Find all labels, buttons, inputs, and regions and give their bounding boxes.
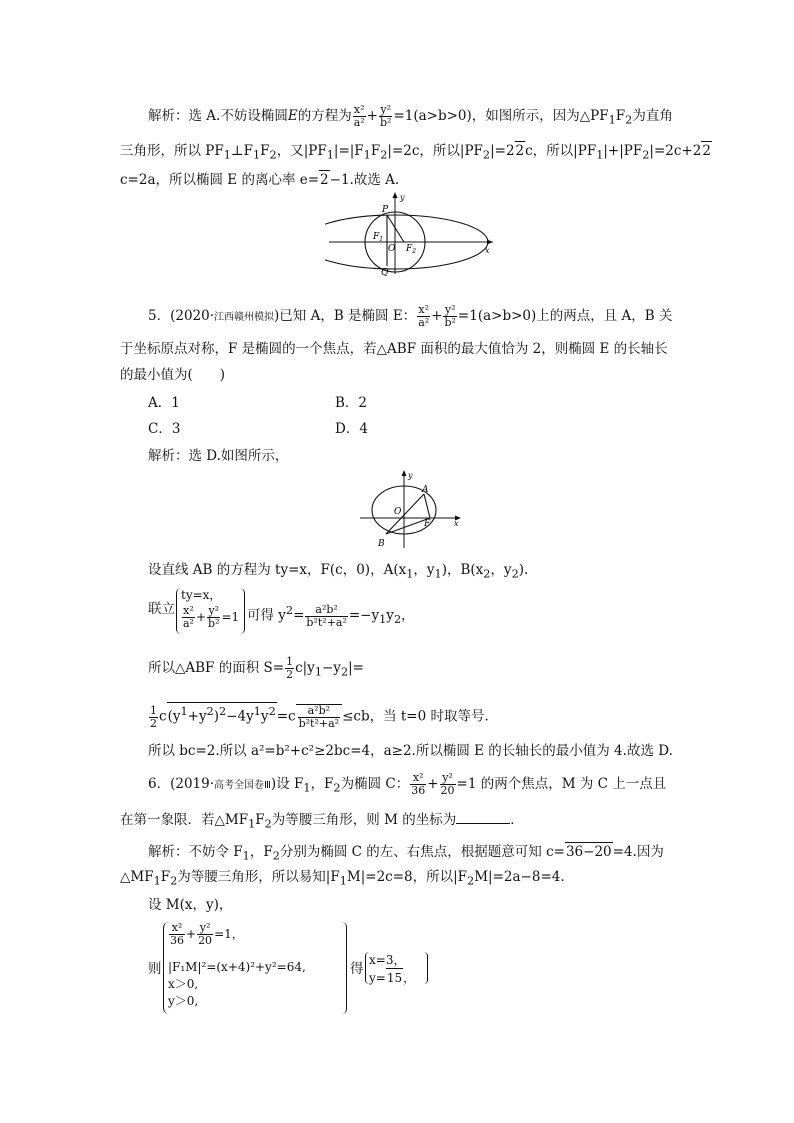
y-axis-label-2: y	[408, 471, 413, 480]
right-brace-3	[424, 952, 428, 984]
system-2-eq-1: $\frac{\text{x²}}{36}$ + $\frac{\text{y²}}{20}$ =1，	[170, 921, 244, 947]
origin-label: O	[388, 244, 396, 254]
solution-6-de: 得	[350, 961, 364, 977]
question-5-line-2: 于坐标原点对称，F 是椭圆的一个焦点，若△ABF 面积的最大值恰为 2，则椭圆 E 的长轴长	[120, 341, 668, 357]
solution-5-conclusion: 所以 bc=2.所以 a²=b²+c²≥2bc=4，a≥2.所以椭圆 E 的长轴长的最小值为 4.故选 D.	[148, 743, 673, 759]
point-P-label: P	[382, 205, 389, 215]
solution-4-line-1: 解析：选 A.不妨设椭圆E的方程为 $\frac{\text{x²}}{\text{a²}}$ + $\frac{\text{y²}}{\text{b²}}$ =1(a>b>0)，如图所示，因为$\triangle PF_1F_2$为直角	[148, 103, 673, 129]
solution-5-lianli: 联立	[148, 601, 175, 617]
answer-blank[interactable]	[456, 811, 510, 824]
system-2-eq-3: x＞0,	[168, 977, 199, 991]
system-2-eq-4: y＞0,	[168, 994, 199, 1008]
y-axis-label: y	[400, 193, 405, 202]
solution-4-line-2: 三角形，所以 $PF_1\perp F_1F_2$，又$|PF_1|=|F_1F_2|=2c$，所以$|PF_2|=22c$，所以$|PF_1|+|PF_2|=2c+22$	[120, 143, 711, 162]
system-1-eq-2: $\frac{\text{x²}}{\text{a²}}$ + $\frac{\text{y²}}{\text{b²}}$ =1	[183, 604, 240, 630]
focus-F1-label: $F_1$	[373, 232, 384, 243]
solution-5-derive: 可得 $y^2=$ $\frac{\text{a²b²}}{\text{b²t²+a²}}$ $=-y_1y_2$，	[247, 602, 415, 629]
result-x: x=3，	[369, 953, 406, 967]
solution-4-line-3: c=2a，所以椭圆 E 的离心率 e=2−1.故选 A.	[120, 172, 400, 188]
focus-F-label: F	[424, 519, 431, 529]
ellipse-figure-1	[325, 190, 495, 276]
option-a: A．1	[148, 395, 180, 411]
solution-6-ze: 则	[148, 961, 162, 977]
origin-label-2: O	[394, 507, 402, 517]
option-c: C．3	[148, 421, 181, 437]
x-axis-label-2: x	[454, 519, 459, 528]
point-A-label: A	[422, 485, 429, 495]
option-b: B．2	[335, 395, 368, 411]
question-6-line-2: 在第一象限．若$\triangle MF_1F_2$为等腰三角形，则 M 的坐标为 ．	[120, 812, 524, 831]
solution-6-line-3: 设 M(x，y)，	[148, 897, 233, 913]
solution-5-line-1: 设直线 AB 的方程为 ty=x，F(c，0)，$A(x_1$，$y_1$)，$B(x_2$，$y_2$).	[148, 562, 529, 581]
solution-6-line-1: 解析：不妨令 $F_1$，$F_2$分别为椭圆 C 的左、右焦点，根据题意可知 c=36−20=4.因为	[148, 844, 664, 863]
solution-5-calc: $\frac{1}{2}$ $c(y^1+y^2)^2-4y^1y^2=c$ $\frac{\text{a²b²}}{\text{b²t²+a²}}$ ≤cb，当 t=0 时取等号.	[150, 703, 489, 730]
result-y: y=15，	[369, 968, 415, 987]
focus-F2-label: $F_2$	[406, 244, 417, 255]
x-axis-label: x	[485, 246, 490, 255]
right-brace-2	[342, 922, 347, 1014]
question-5-line-1: 5．(2020·江西赣州模拟)已知 A，B 是椭圆 E： $\frac{\text{x²}}{\text{a²}}$ + $\frac{\text{y²}}{\text{b²}}$ =1(a>b>0)上的两点，且 A，B 关	[148, 303, 673, 329]
system-1-eq-1: ty=x，	[181, 588, 222, 602]
system-2-eq-2: |F₁M|²=(x+4)²+y²=64,	[168, 960, 306, 974]
ellipse-figure-2	[360, 468, 464, 550]
point-Q-label: Q	[381, 268, 389, 276]
solution-5-intro: 解析：选 D.如图所示，	[148, 448, 289, 464]
solution-6-line-2: $\triangle MF_1F_2$为等腰三角形，所以易知$|F_1M|=2c=8$，所以$|F_2M|=2a-8=4$.	[120, 869, 565, 888]
right-brace-1	[240, 588, 245, 634]
point-B-label: B	[378, 539, 385, 549]
question-6-line-1: 6．(2019·高考全国卷Ⅲ)设 $F_1$，$F_2$为椭圆 C： $\frac{\text{x²}}{36}$ + $\frac{\text{y²}}{20}$ =1 的两个焦点，M 为 C 上一点且	[148, 771, 667, 797]
solution-5-area: 所以△ABF 的面积 S= $\frac{1}{2}$ $c|y_1-y_2|=$	[148, 655, 364, 681]
option-d: D．4	[335, 421, 368, 437]
question-5-line-3: 的最小值为( )	[120, 367, 226, 383]
